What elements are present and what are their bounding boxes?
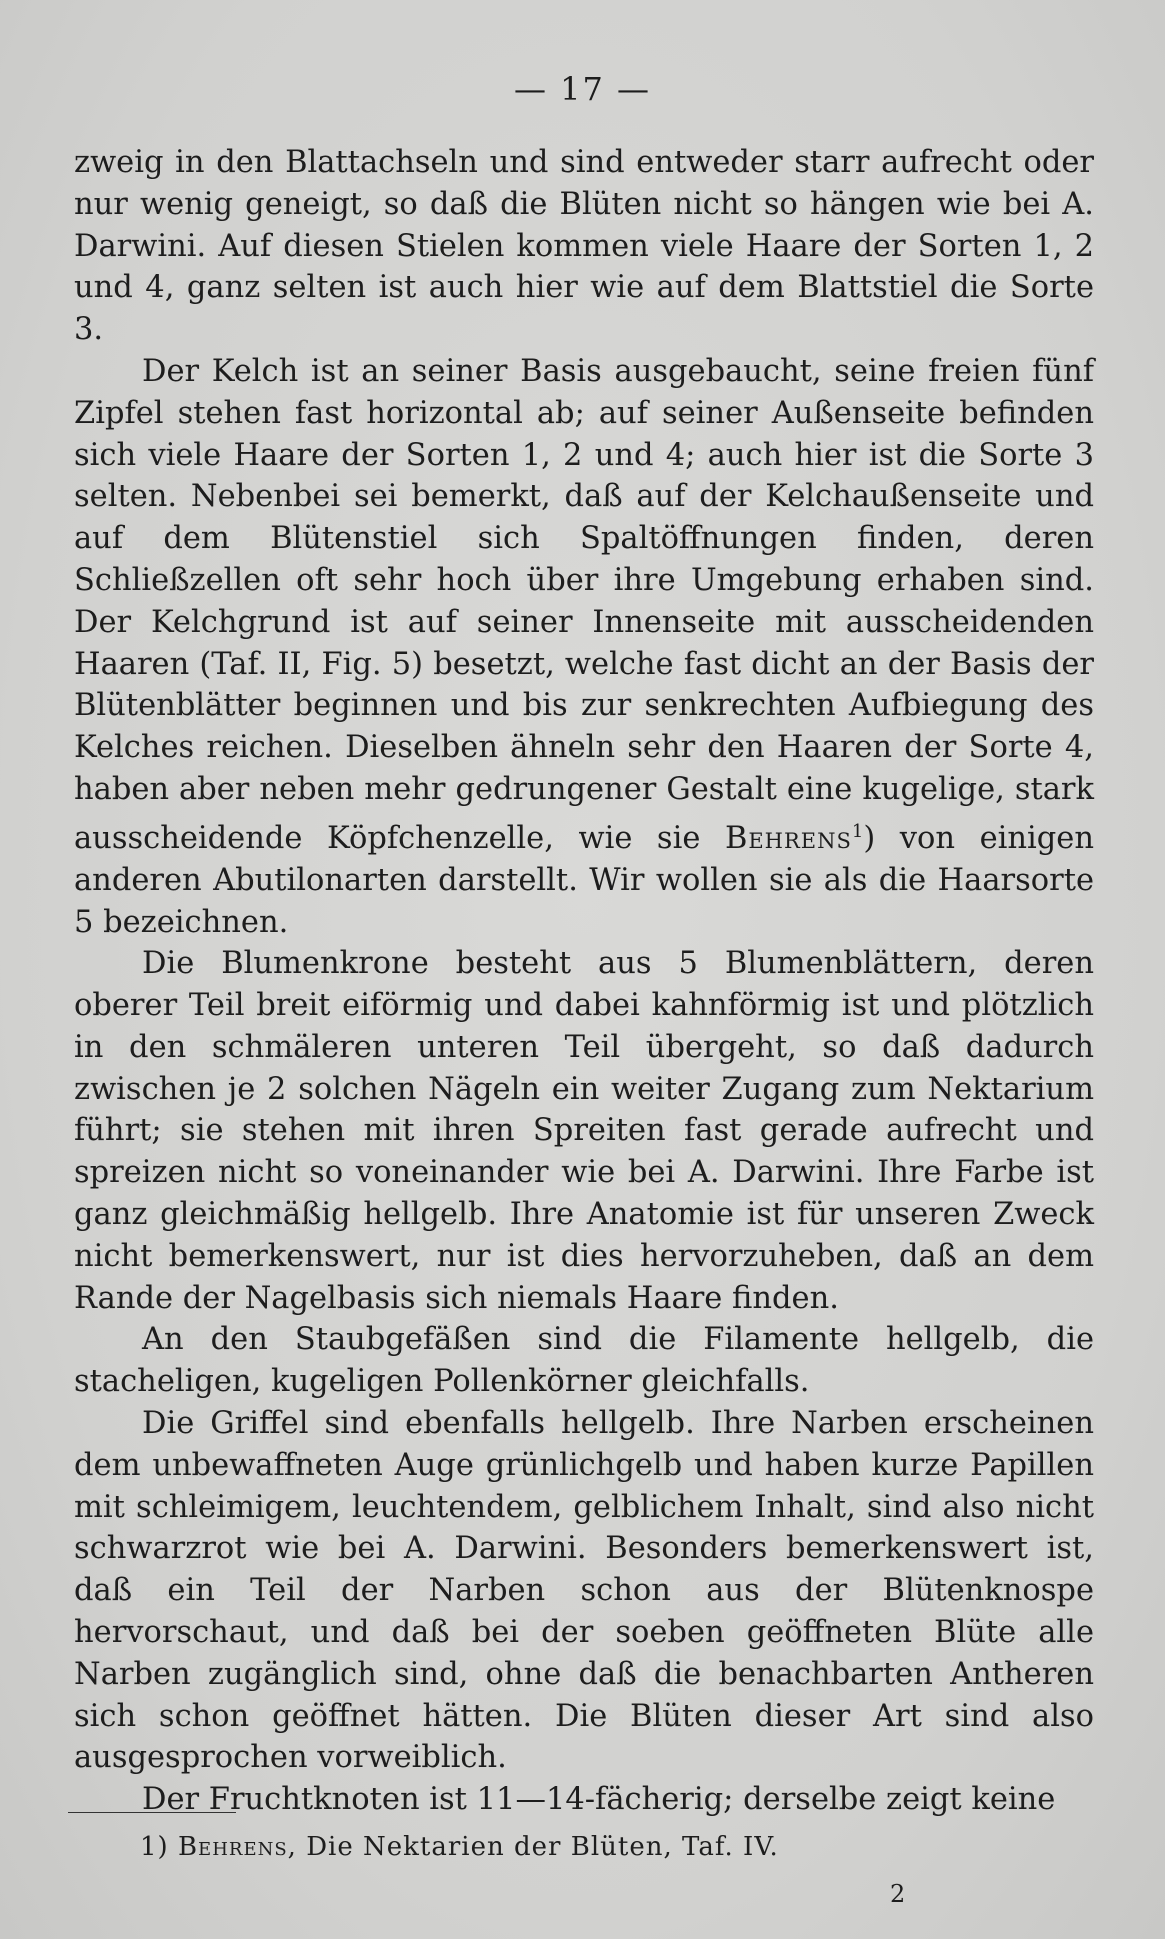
footnote-divider — [68, 1812, 236, 1813]
paragraph-2 — [74, 351, 1094, 943]
paragraph-4: An den Staubgefäßen sind die Filamente hellgelb, die stacheligen, kugeligen Pollenkörner gleichfalls. — [74, 1322, 1094, 1400]
page-number: — 17 — — [513, 70, 652, 108]
body-text — [74, 142, 1094, 1821]
citation-author: Behrens — [724, 820, 852, 856]
footnote-marker: 1 — [851, 820, 864, 842]
paragraph-3: Die Blumenkrone besteht aus 5 Blumenblättern, deren oberer Teil breit eiförmig und dabei kahnförmig ist und plötzlich in den schmäleren unteren Teil übergeht, so daß dadurch zwischen je 2 solchen Nägeln ein weiter Zugang zum Nektarium führt; sie stehen mit ihren Spreiten fast gerade aufrecht und spreizen nicht so voneinander wie bei A. Darwini. Ihre Farbe ist ganz gleichmäßig hellgelb. Ihre Anatomie ist für unseren Zweck nicht bemerkenswert, nur ist dies hervorzuheben, daß an dem Rande der Nagelbasis sich niemals Haare finden. — [74, 946, 1094, 1316]
footnote-author: Behrens — [177, 1832, 288, 1862]
signature-mark: 2 — [890, 1880, 906, 1908]
paragraph-1: zweig in den Blattachseln und sind entweder starr aufrecht oder nur wenig geneigt, so daß die Blüten nicht so hängen wie bei A. Darwini. Auf diesen Stielen kommen viele Haare der Sorten 1, 2 und 4, ganz selten ist auch hier wie auf dem Blattstiel die Sorte 3. — [74, 145, 1094, 348]
paragraph-6: Der Fruchtknoten ist 11—14-fächerig; derselbe zeigt keine — [142, 1782, 1056, 1818]
paragraph-5: Die Griffel sind ebenfalls hellgelb. Ihre Narben erscheinen dem unbewaffneten Auge grünlichgelb und haben kurze Papillen mit schleimigem, leuchtendem, gelblichem Inhalt, sind also nicht schwarzrot wie bei A. Darwini. Besonders bemerkenswert ist, daß ein Teil der Narben schon aus der Blütenknospe hervorschaut, und daß bei der soeben geöffneten Blüte alle Narben zugänglich sind, ohne daß die benachbarten Antheren sich schon geöffnet hätten. Die Blüten dieser Art sind also ausgesprochen vorweiblich. — [74, 1406, 1094, 1776]
footnote — [140, 1832, 779, 1862]
paragraph-2-text: Der Kelch ist an seiner Basis ausgebaucht, seine freien fünf Zipfel stehen fast horizontal ab; auf seiner Außenseite befinden sich viele Haare der Sorten 1, 2 und 4; auch hier ist die Sorte 3 selten. Nebenbei sei bemerkt, daß auf der Kelchaußenseite und auf dem Blütenstiel sich Spaltöffnungen finden, deren Schließzellen oft sehr hoch über ihre Umgebung erhaben sind. Der Kelchgrund ist auf seiner Innenseite mit ausscheidenden Haaren (Taf. II, Fig. 5) besetzt, welche fast dicht an der Basis der Blütenblätter beginnen und bis zur senkrechten Aufbiegung des Kelches reichen. Dieselben ähneln sehr den Haaren der Sorte 4, haben aber neben mehr gedrungener Gestalt eine kugelige, stark ausscheidende Köpfchenzelle, wie sie — [74, 353, 1094, 856]
footnote-text: , Die Nektarien der Blüten, Taf. IV. — [287, 1832, 779, 1862]
paragraph-2-end: ) von einigen anderen Abutilonarten darstellt. Wir wollen sie als die Haarsorte 5 bezeichnen. — [74, 820, 1094, 940]
footnote-number: 1) — [140, 1832, 169, 1862]
